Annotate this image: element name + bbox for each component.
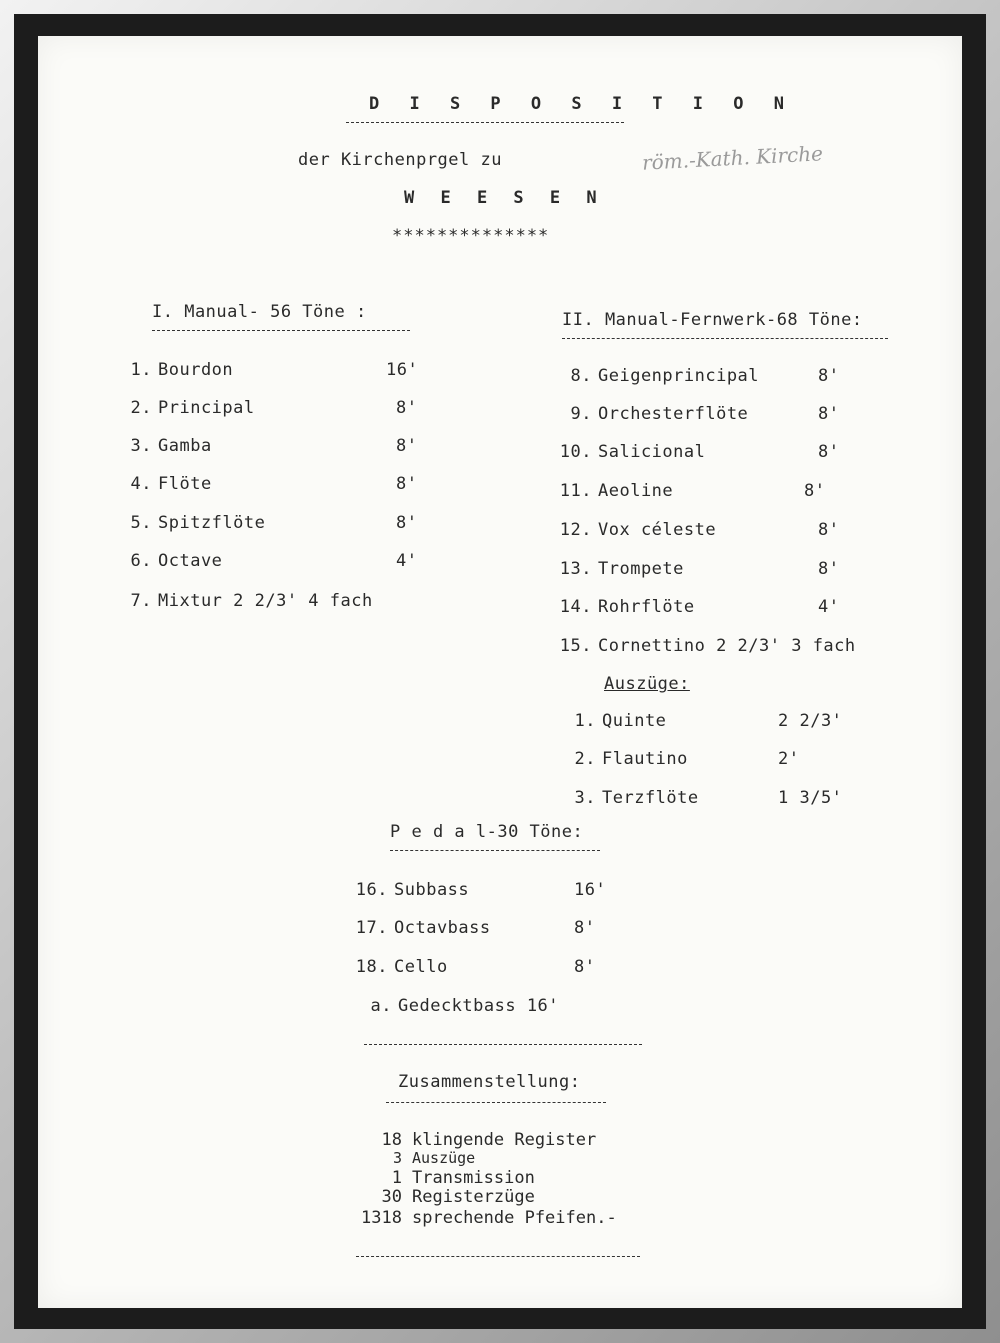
- stop-row: [560, 749, 800, 769]
- document-title: D I S P O S I T I O N: [369, 94, 794, 114]
- summary-label: sprechende Pfeifen.-: [412, 1208, 617, 1228]
- stop-row: [556, 404, 840, 424]
- stop-size: 8': [396, 436, 418, 456]
- summary-count: 30: [381, 1187, 402, 1207]
- subtitle: der Kirchenprgel zu: [298, 150, 502, 170]
- summary-count: 18: [381, 1130, 402, 1150]
- manual1-heading: I. Manual- 56 Töne :: [152, 302, 367, 322]
- stop-number: 10.: [559, 442, 592, 462]
- stop-name: Quinte: [602, 711, 667, 731]
- stop-number: 1.: [130, 360, 152, 380]
- stop-number: 15.: [559, 636, 592, 656]
- title-rule: [346, 122, 624, 123]
- handwritten-note: röm.-Kath. Kirche: [641, 141, 824, 175]
- stop-size: 8': [804, 481, 826, 501]
- stop-name: Vox céleste: [598, 520, 717, 540]
- stop-size: 16': [386, 360, 419, 380]
- document-page: [38, 36, 962, 1308]
- stop-row: [556, 636, 856, 656]
- stop-number: 12.: [559, 520, 592, 540]
- stop-size: 16': [574, 880, 607, 900]
- summary-count: 3: [392, 1149, 402, 1167]
- stop-row: [116, 436, 418, 456]
- stop-name: Terzflöte: [602, 788, 699, 808]
- stop-number: 1.: [574, 711, 596, 731]
- stop-name: Principal: [158, 398, 255, 418]
- stop-size: 8': [818, 442, 840, 462]
- summary-label: Auszüge: [412, 1149, 476, 1167]
- stop-row: [116, 591, 373, 611]
- stop-number: a.: [370, 996, 392, 1016]
- stop-name: Salicional: [598, 442, 706, 462]
- stop-number: 4.: [130, 474, 152, 494]
- stop-number: 5.: [130, 513, 152, 533]
- summary-item: [356, 1168, 535, 1188]
- stars-line: **************: [392, 226, 550, 246]
- stop-size: 8': [574, 957, 596, 977]
- stop-row: [556, 366, 840, 386]
- stop-row: [116, 551, 418, 571]
- pedal-rule: [390, 850, 600, 851]
- stop-number: 13.: [559, 559, 592, 579]
- pedal-heading: P e d a l-30 Töne:: [390, 822, 584, 842]
- stop-size: 8': [396, 513, 418, 533]
- summary-item: [356, 1130, 596, 1150]
- stop-size: 4': [396, 551, 418, 571]
- stop-name: Rohrflöte: [598, 597, 695, 617]
- stop-size: 8': [818, 404, 840, 424]
- stop-number: 3.: [574, 788, 596, 808]
- summary-count: 1318: [361, 1208, 402, 1228]
- stop-row: [556, 597, 840, 617]
- stop-row: [352, 918, 596, 938]
- stop-size: 4': [818, 597, 840, 617]
- closing-rule: [356, 1256, 640, 1257]
- manual2-rule: [562, 338, 888, 339]
- stop-size: 8': [396, 398, 418, 418]
- auszuege-heading: Auszüge:: [604, 674, 690, 694]
- stop-row: [556, 442, 840, 462]
- stop-name: Subbass: [394, 880, 470, 900]
- stop-row: [116, 513, 418, 533]
- stop-name: Octave: [158, 551, 223, 571]
- summary-rule: [386, 1102, 606, 1103]
- summary-count: 1: [391, 1168, 402, 1188]
- stop-number: 6.: [130, 551, 152, 571]
- summary-item: [356, 1149, 475, 1167]
- stop-size: 8': [818, 366, 840, 386]
- stop-name: Cello: [394, 957, 448, 977]
- stop-name: Mixtur 2 2/3' 4 fach: [158, 591, 373, 611]
- stop-number: 8.: [570, 366, 592, 386]
- stop-size: 8': [818, 559, 840, 579]
- stop-row: [352, 880, 607, 900]
- summary-item: [356, 1208, 617, 1228]
- stop-row: [560, 711, 843, 731]
- stop-name: Orchesterflöte: [598, 404, 749, 424]
- stop-name: Flöte: [158, 474, 212, 494]
- stop-row: [116, 360, 419, 380]
- stop-size: 8': [574, 918, 596, 938]
- stop-name: Cornettino 2 2/3' 3 fach: [598, 636, 856, 656]
- stop-name: Geigenprincipal: [598, 366, 760, 386]
- stop-row: [556, 559, 840, 579]
- manual1-rule: [152, 330, 410, 331]
- stop-row: [356, 996, 559, 1016]
- stop-number: 14.: [559, 597, 592, 617]
- stop-number: 16.: [355, 880, 388, 900]
- stop-row: [116, 474, 418, 494]
- stop-size: 1 3/5': [778, 788, 843, 808]
- stop-size: 8': [818, 520, 840, 540]
- stop-size: 8': [396, 474, 418, 494]
- stop-row: [556, 481, 826, 501]
- stop-name: Octavbass: [394, 918, 491, 938]
- summary-label: Registerzüge: [412, 1187, 535, 1207]
- manual2-heading: II. Manual-Fernwerk-68 Töne:: [562, 310, 863, 330]
- stop-number: 18.: [355, 957, 388, 977]
- stop-number: 7.: [130, 591, 152, 611]
- stop-number: 17.: [355, 918, 388, 938]
- stop-number: 11.: [559, 481, 592, 501]
- summary-label: klingende Register: [412, 1130, 597, 1150]
- stop-name: Gamba: [158, 436, 212, 456]
- place-name: W E E S E N: [404, 188, 605, 208]
- stop-row: [560, 788, 843, 808]
- summary-heading: Zusammenstellung:: [398, 1072, 581, 1092]
- stop-name: Trompete: [598, 559, 684, 579]
- stop-name: Bourdon: [158, 360, 234, 380]
- stop-name: Aeoline: [598, 481, 674, 501]
- summary-label: Transmission: [412, 1168, 535, 1188]
- stop-size: 2 2/3': [778, 711, 843, 731]
- stop-number: 2.: [574, 749, 596, 769]
- stop-row: [352, 957, 596, 977]
- summary-item: [356, 1187, 535, 1207]
- stop-size: 2': [778, 749, 800, 769]
- stop-number: 9.: [570, 404, 592, 424]
- stop-name: Gedecktbass 16': [398, 996, 560, 1016]
- stop-number: 3.: [130, 436, 152, 456]
- stop-number: 2.: [130, 398, 152, 418]
- stop-name: Spitzflöte: [158, 513, 266, 533]
- stop-name: Flautino: [602, 749, 688, 769]
- stop-row: [556, 520, 840, 540]
- stop-row: [116, 398, 418, 418]
- section-rule: [364, 1044, 642, 1045]
